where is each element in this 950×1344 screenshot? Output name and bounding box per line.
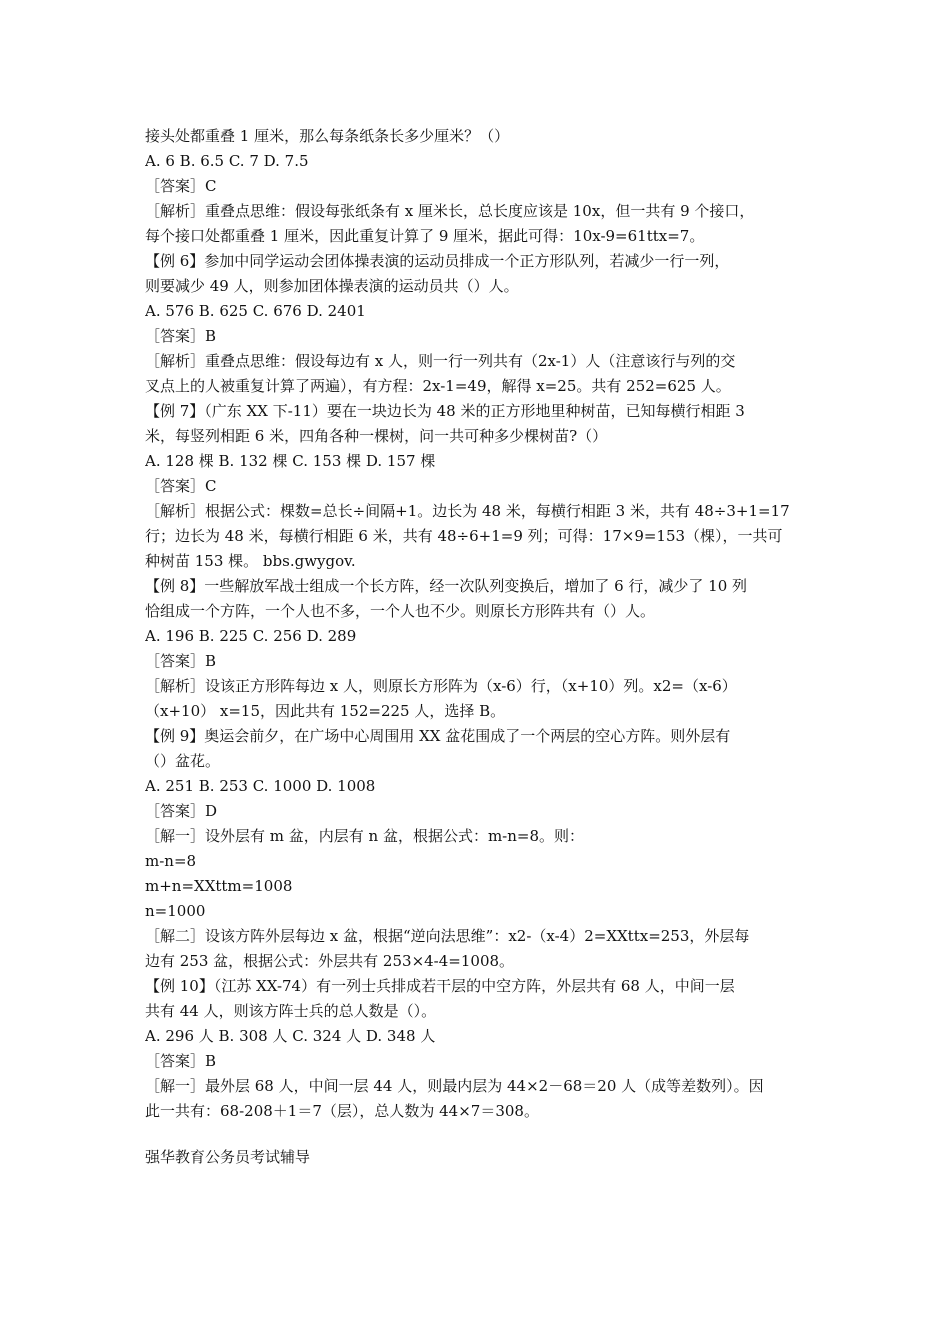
text-line: 行；边长为 48 米，每横行相距 6 米，共有 48÷6+1=9 列；可得：17×9=153（棵），一共可 (145, 527, 783, 545)
text-line: A. 128 棵 B. 132 棵 C. 153 棵 D. 157 棵 (145, 452, 436, 470)
text-line: m-n=8 (145, 852, 197, 870)
text-line: ［解二］设该方阵外层每边 x 盆，根据“逆向法思维”：x2-（x-4）2=XXttx=253，外层每 (145, 927, 750, 945)
text-line: 种树苗 153 棵。 bbs.gwygov. (145, 552, 356, 570)
text-line: 【例 9】奥运会前夕，在广场中心周围用 XX 盆花围成了一个两层的空心方阵。则外层有 (145, 727, 731, 745)
text-line: 【例 6】参加中同学运动会团体操表演的运动员排成一个正方形队列，若减少一行一列， (145, 252, 730, 270)
text-line: 【例 7】（广东 XX 下-11）要在一块边长为 48 米的正方形地里种树苗，已知每横行相距 3 (145, 402, 745, 420)
text-line: ［解析］设该正方形阵每边 x 人，则原长方形阵为（x-6）行，（x+10）列。x2=（x-6） (145, 677, 737, 695)
text-line: 【例 10】（江苏 XX-74）有一列士兵排成若干层的中空方阵，外层共有 68 人，中间一层 (145, 977, 735, 995)
text-line: n=1000 (145, 902, 206, 920)
footer-text: 强华教育公务员考试辅导 (145, 1148, 311, 1166)
text-line: A. 296 人 B. 308 人 C. 324 人 D. 348 人 (145, 1027, 436, 1045)
text-line: 此一共有：68-208＋1＝7（层），总人数为 44×7＝308。 (145, 1102, 539, 1120)
text-line: 【例 8】一些解放军战士组成一个长方阵，经一次队列变换后，增加了 6 行，减少了 10 列 (145, 577, 748, 595)
text-line: A. 251 B. 253 C. 1000 D. 1008 (145, 777, 376, 795)
text-line: A. 6 B. 6.5 C. 7 D. 7.5 (145, 152, 309, 170)
text-line: ［解一］最外层 68 人，中间一层 44 人，则最内层为 44×2－68＝20 人（成等差数列）。因 (145, 1077, 764, 1095)
text-line: ［答案］B (145, 1052, 217, 1070)
text-line: 每个接口处都重叠 1 厘米，因此重复计算了 9 厘米，据此可得：10x-9=61ttx=7。 (145, 227, 705, 245)
text-line: 米，每竖列相距 6 米，四角各种一棵树，问一共可种多少棵树苗?（） (145, 427, 608, 445)
text-line: A. 576 B. 625 C. 676 D. 2401 (145, 302, 366, 320)
text-line: ［解析］重叠点思维：假设每张纸条有 x 厘米长，总长度应该是 10x，但一共有 9 个接口， (145, 202, 755, 220)
text-line: m+n=XXttm=1008 (145, 877, 293, 895)
text-line: ［解一］设外层有 m 盆，内层有 n 盆，根据公式：m-n=8。则： (145, 827, 585, 845)
text-line: 边有 253 盆，根据公式：外层共有 253×4-4=1008。 (145, 952, 515, 970)
text-line: 则要减少 49 人，则参加团体操表演的运动员共（）人。 (145, 277, 519, 295)
text-line: （x+10） x=15，因此共有 152=225 人，选择 B。 (145, 702, 506, 720)
text-line: （）盆花。 (145, 752, 221, 770)
text-line: 恰组成一个方阵，一个人也不多，一个人也不少。则原长方形阵共有（）人。 (145, 602, 656, 620)
text-line: ［答案］B (145, 652, 217, 670)
text-line: A. 196 B. 225 C. 256 D. 289 (145, 627, 357, 645)
text-line: ［答案］C (145, 477, 217, 495)
text-line: 共有 44 人，则该方阵士兵的总人数是（）。 (145, 1002, 437, 1020)
text-line: ［答案］D (145, 802, 218, 820)
text-line: ［答案］B (145, 327, 217, 345)
text-line: 叉点上的人被重复计算了两遍），有方程：2x-1=49，解得 x=25。共有 252=625 人。 (145, 377, 731, 395)
text-line: ［答案］C (145, 177, 217, 195)
text-line: ［解析］重叠点思维：假设每边有 x 人，则一行一列共有（2x-1）人（注意该行与列的交 (145, 352, 736, 370)
document-body (145, 124, 810, 1124)
text-line: 接头处都重叠 1 厘米，那么每条纸条长多少厘米？（） (145, 127, 510, 145)
text-line: ［解析］根据公式：棵数=总长÷间隔+1。边长为 48 米，每横行相距 3 米，共有 48÷3+1=17 (145, 502, 790, 520)
